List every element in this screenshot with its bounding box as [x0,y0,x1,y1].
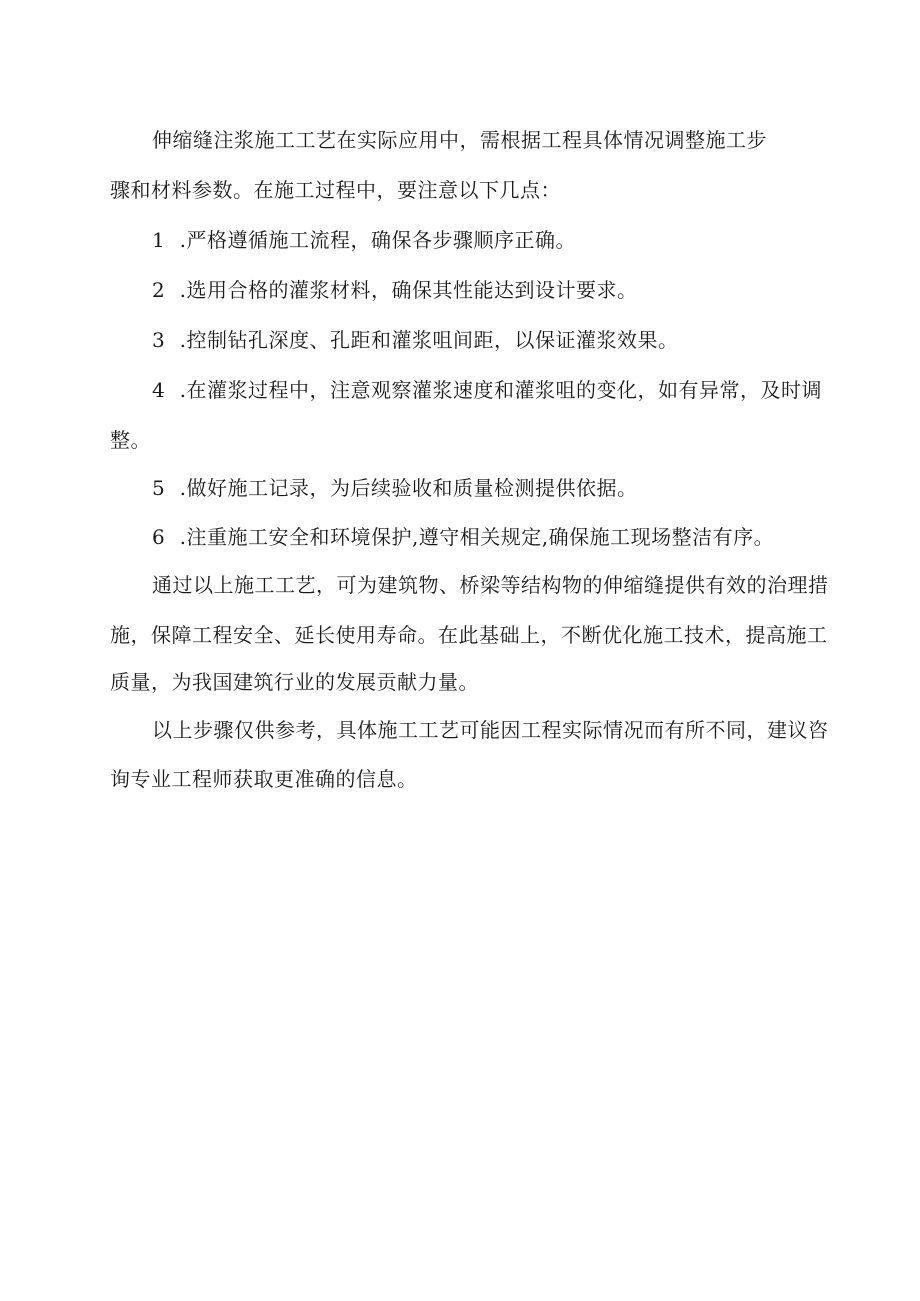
list-item-1 [0,228,920,252]
list-item-text: .选用合格的灌浆材料，确保其性能达到设计要求。 [179,278,638,302]
list-item-number: 1 [152,228,165,252]
conclusion-line-3: 质量，为我国建筑行业的发展贡献力量。 [110,670,479,694]
list-item-4 [0,378,920,402]
list-item-2 [0,278,920,302]
list-item-text: .控制钻孔深度、孔距和灌浆咀间距，以保证灌浆效果。 [179,328,679,352]
list-item-text: .做好施工记录，为后续验收和质量检测提供依据。 [179,476,638,500]
list-item-number: 4 [152,378,165,402]
list-item-text: .严格遵循施工流程，确保各步骤顺序正确。 [179,228,576,252]
list-item-4-continuation: 整。 [110,428,151,452]
list-item-text: .在灌浆过程中，注意观察灌浆速度和灌浆咀的变化，如有异常，及时调 [179,378,822,402]
list-item-5 [0,476,920,500]
conclusion-line-1: 通过以上施工工艺，可为建筑物、桥梁等结构物的伸缩缝提供有效的治理措 [152,573,829,597]
list-item-3 [0,328,920,352]
intro-line-2: 骤和材料参数。在施工过程中，要注意以下几点： [110,178,561,202]
list-item-number: 6 [152,525,165,549]
list-item-number: 3 [152,328,165,352]
list-item-number: 5 [152,476,165,500]
note-line-2: 询专业工程师获取更准确的信息。 [110,767,418,791]
note-line-1: 以上步骤仅供参考，具体施工工艺可能因工程实际情况而有所不同，建议咨 [152,718,829,742]
list-item-number: 2 [152,278,165,302]
intro-line-1: 伸缩缝注浆施工工艺在实际应用中，需根据工程具体情况调整施工步 [152,128,767,152]
list-item-6 [0,525,920,549]
list-item-text: .注重施工安全和环境保护,遵守相关规定,确保施工现场整洁有序。 [179,525,775,549]
conclusion-line-2: 施，保障工程安全、延长使用寿命。在此基础上，不断优化施工技术，提高施工 [110,623,828,647]
